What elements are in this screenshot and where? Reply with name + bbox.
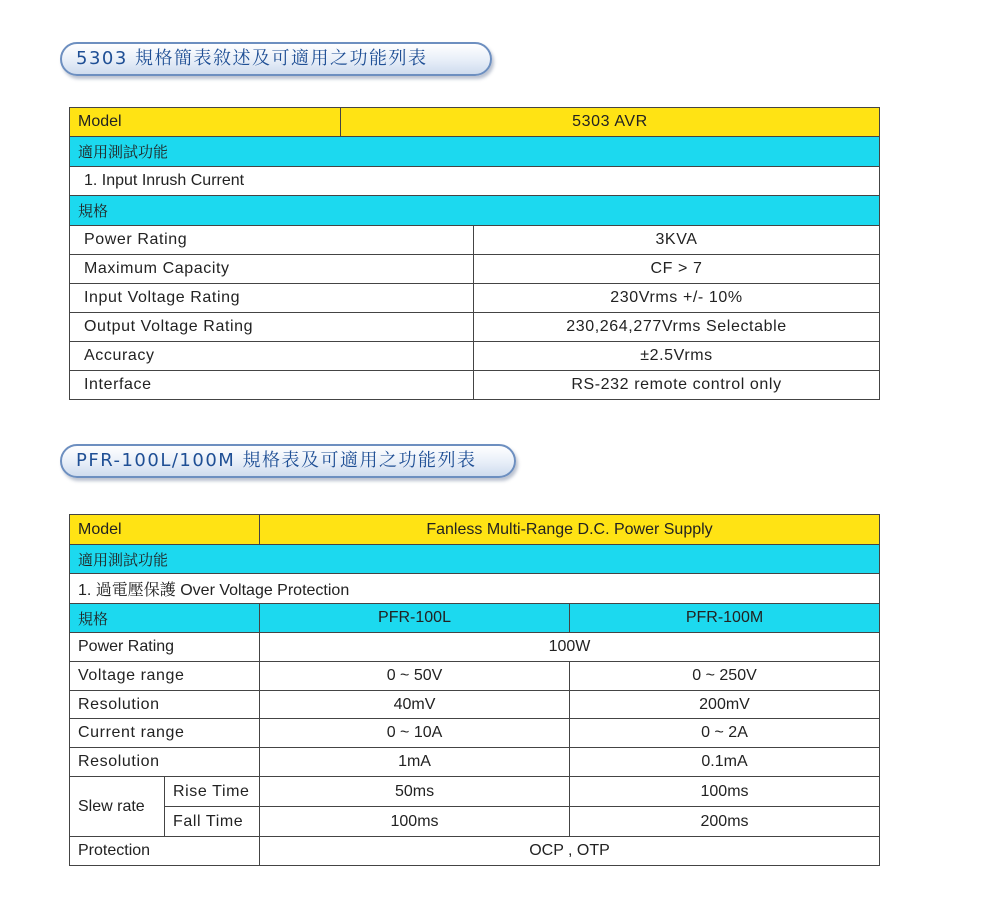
spec-header: 規格 [70, 196, 880, 226]
spec-value: 3KVA [474, 226, 880, 255]
spec-table-pfr [69, 514, 880, 866]
spec-label: Accuracy [70, 342, 474, 371]
section2-title-text: PFR-100L/100M 規格表及可適用之功能列表 [76, 450, 477, 471]
row-label: Resolution [70, 748, 260, 777]
spec-value: CF > 7 [474, 255, 880, 284]
spec-label: Output Voltage Rating [70, 313, 474, 342]
functions-header: 適用測試功能 [70, 137, 880, 167]
row-label: Current range [70, 719, 260, 748]
function-item: 1. Input Inrush Current [70, 167, 880, 196]
value-pfr-100m: 200mV [570, 691, 880, 719]
value-pfr-100l: 100ms [260, 807, 570, 837]
spec-label: Interface [70, 371, 474, 400]
section1-title-text: 5303 規格簡表敘述及可適用之功能列表 [76, 48, 428, 69]
model-label: Model [70, 108, 341, 137]
value-pfr-100m: 0.1mA [570, 748, 880, 777]
value-pfr-100m: 0 ~ 250V [570, 662, 880, 691]
spec-label: Maximum Capacity [70, 255, 474, 284]
protection-value: OCP , OTP [260, 837, 880, 866]
value-pfr-100l: 0 ~ 50V [260, 662, 570, 691]
rise-time-label: Rise Time [165, 777, 260, 807]
function-item: 1. 過電壓保護 Over Voltage Protection [70, 574, 880, 604]
value-pfr-100l: 1mA [260, 748, 570, 777]
spec-value: ±2.5Vrms [474, 342, 880, 371]
spec-label: Input Voltage Rating [70, 284, 474, 313]
column-header-pfr-100l: PFR-100L [260, 604, 570, 633]
row-label: Voltage range [70, 662, 260, 691]
power-rating-value: 100W [260, 633, 880, 662]
value-pfr-100m: 100ms [570, 777, 880, 807]
spec-value: RS-232 remote control only [474, 371, 880, 400]
power-rating-label: Power Rating [70, 633, 260, 662]
section1-title [60, 42, 492, 76]
model-value: Fanless Multi-Range D.C. Power Supply [260, 515, 880, 545]
protection-label: Protection [70, 837, 260, 866]
functions-header: 適用測試功能 [70, 545, 880, 574]
value-pfr-100l: 50ms [260, 777, 570, 807]
value-pfr-100l: 0 ~ 10A [260, 719, 570, 748]
spec-value: 230,264,277Vrms Selectable [474, 313, 880, 342]
fall-time-label: Fall Time [165, 807, 260, 837]
section2-title [60, 444, 516, 478]
spec-label: Power Rating [70, 226, 474, 255]
model-label: Model [70, 515, 260, 545]
column-header-pfr-100m: PFR-100M [570, 604, 880, 633]
row-label: Resolution [70, 691, 260, 719]
value-pfr-100m: 0 ~ 2A [570, 719, 880, 748]
value-pfr-100m: 200ms [570, 807, 880, 837]
value-pfr-100l: 40mV [260, 691, 570, 719]
spec-header: 規格 [70, 604, 260, 633]
model-value: 5303 AVR [341, 108, 880, 137]
spec-table-5303 [69, 107, 880, 400]
slew-rate-label: Slew rate [70, 777, 165, 837]
spec-value: 230Vrms +/- 10% [474, 284, 880, 313]
